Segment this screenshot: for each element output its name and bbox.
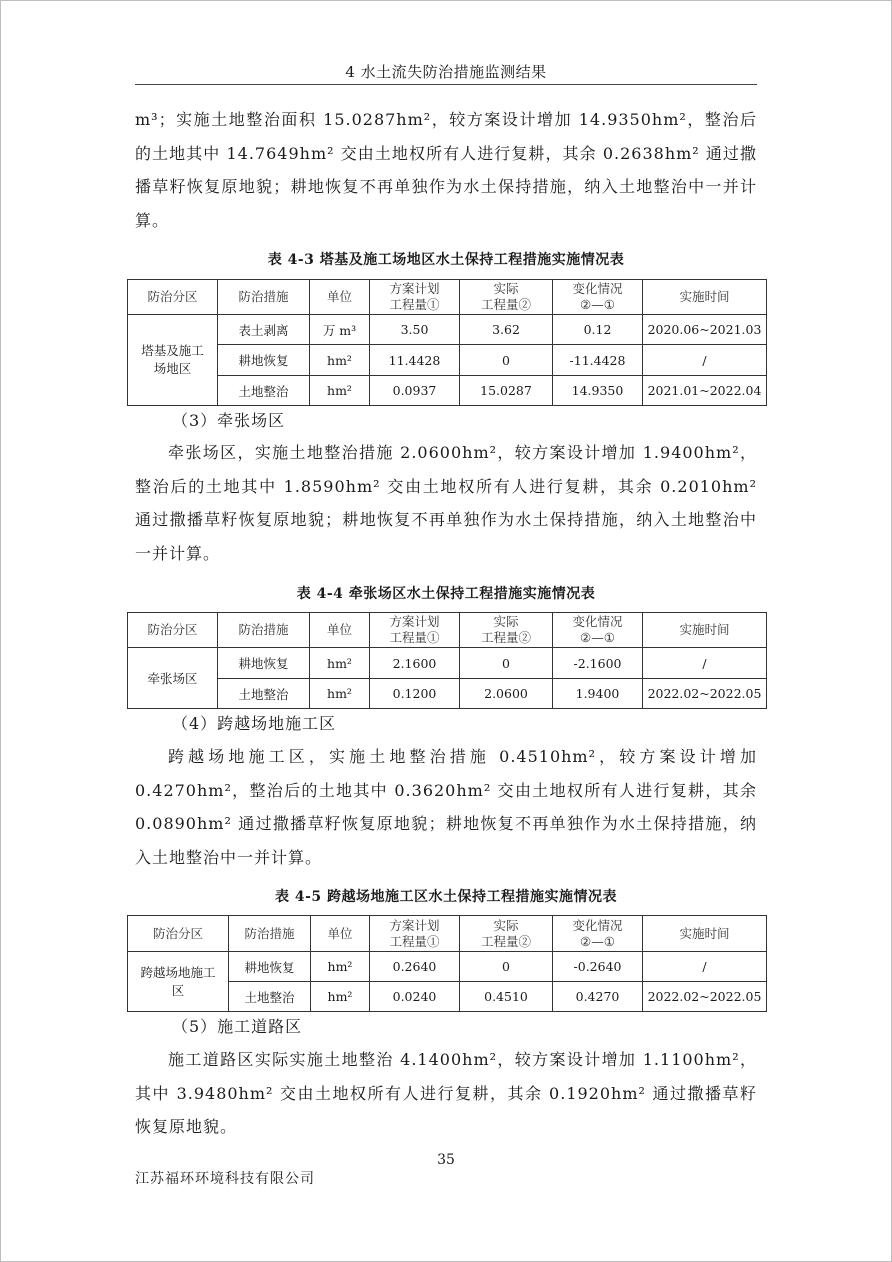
header-planned: 方案计划 工程量① bbox=[370, 916, 460, 952]
table-4-4 bbox=[127, 612, 767, 709]
cell-change: -0.2640 bbox=[553, 952, 643, 982]
table-caption-4-3: 表 4-3 塔基及施工场地区水土保持工程措施实施情况表 bbox=[267, 252, 625, 268]
zone-cell: 塔基及施工 场地区 bbox=[128, 315, 218, 406]
section-heading-4: （4）跨越场地施工区 bbox=[172, 714, 337, 733]
cell-planned: 3.50 bbox=[370, 315, 460, 345]
header-actual: 实际 工程量② bbox=[460, 613, 553, 648]
header-zone: 防治分区 bbox=[128, 916, 229, 952]
cell-planned: 0.1200 bbox=[370, 679, 460, 709]
cell-actual: 0 bbox=[460, 345, 553, 376]
cell-unit: hm² bbox=[311, 982, 370, 1012]
header-unit: 单位 bbox=[310, 613, 370, 648]
running-header: 4 水土流失防治措施监测结果 bbox=[345, 63, 547, 81]
cell-planned: 11.4428 bbox=[370, 345, 460, 376]
cell-unit: 万 m³ bbox=[310, 315, 370, 345]
header-rule bbox=[135, 84, 757, 85]
cell-measure: 土地整治 bbox=[218, 376, 310, 406]
cell-measure: 土地整治 bbox=[218, 679, 310, 709]
cell-actual: 0.4510 bbox=[460, 982, 553, 1012]
cell-actual: 2.0600 bbox=[460, 679, 553, 709]
cell-measure: 耕地恢复 bbox=[229, 952, 311, 982]
header-zone: 防治分区 bbox=[128, 613, 218, 648]
header-unit: 单位 bbox=[310, 280, 370, 315]
header-change: 变化情况 ②—① bbox=[553, 916, 643, 952]
cell-unit: hm² bbox=[310, 345, 370, 376]
cell-unit: hm² bbox=[310, 648, 370, 679]
header-actual: 实际 工程量② bbox=[460, 916, 553, 952]
header-time: 实施时间 bbox=[643, 613, 767, 648]
header-unit: 单位 bbox=[311, 916, 370, 952]
cell-actual: 3.62 bbox=[460, 315, 553, 345]
cell-time: 2022.02~2022.05 bbox=[643, 982, 767, 1012]
header-time: 实施时间 bbox=[643, 280, 767, 315]
cell-change: 14.9350 bbox=[553, 376, 643, 406]
table-4-5 bbox=[127, 915, 767, 1012]
cell-unit: hm² bbox=[310, 679, 370, 709]
cell-unit: hm² bbox=[311, 952, 370, 982]
table-row bbox=[128, 345, 767, 376]
cell-measure: 表土剥离 bbox=[218, 315, 310, 345]
cell-measure: 耕地恢复 bbox=[218, 648, 310, 679]
header-zone: 防治分区 bbox=[128, 280, 218, 315]
table-header-row bbox=[128, 280, 767, 315]
table-header-row bbox=[128, 916, 767, 952]
cell-time: / bbox=[643, 648, 767, 679]
cell-planned: 0.2640 bbox=[370, 952, 460, 982]
header-actual: 实际 工程量② bbox=[460, 280, 553, 315]
cell-actual: 0 bbox=[460, 648, 553, 679]
header-measure: 防治措施 bbox=[218, 280, 310, 315]
cell-change: 1.9400 bbox=[553, 679, 643, 709]
cell-time: / bbox=[643, 952, 767, 982]
cell-time: / bbox=[643, 345, 767, 376]
table-row bbox=[128, 679, 767, 709]
section-heading-3: （3）牵张场区 bbox=[172, 411, 286, 430]
paragraph-crossing-area: 跨越场地施工区，实施土地整治措施 0.4510hm²，较方案设计增加 0.4270hm²，整治后的土地其中 0.3620hm² 交由土地权所有人进行复耕，其余 0.0890hm² 通过撒播草籽恢复原地貌；耕地恢复不再单独作为水土保持措施，纳入土地整治中一并计算。 bbox=[135, 747, 757, 867]
table-caption-4-4: 表 4-4 牵张场区水土保持工程措施实施情况表 bbox=[296, 586, 596, 602]
cell-change: 0.12 bbox=[553, 315, 643, 345]
page-number: 35 bbox=[437, 1152, 455, 1168]
cell-measure: 耕地恢复 bbox=[218, 345, 310, 376]
table-row bbox=[128, 648, 767, 679]
cell-change: 0.4270 bbox=[553, 982, 643, 1012]
header-measure: 防治措施 bbox=[229, 916, 311, 952]
cell-planned: 0.0937 bbox=[370, 376, 460, 406]
table-4-3 bbox=[127, 279, 767, 406]
table-header-row bbox=[128, 613, 767, 648]
header-change: 变化情况 ②—① bbox=[553, 280, 643, 315]
cell-actual: 15.0287 bbox=[460, 376, 553, 406]
paragraph-tension-area: 牵张场区，实施土地整治措施 2.0600hm²，较方案设计增加 1.9400hm²，整治后的土地其中 1.8590hm² 交由土地权所有人进行复耕，其余 0.2010hm² 通过撒播草籽恢复原地貌；耕地恢复不再单独作为水土保持措施，纳入土地整治中一并计算。 bbox=[135, 443, 757, 563]
zone-cell: 跨越场地施工 区 bbox=[128, 952, 229, 1012]
cell-unit: hm² bbox=[310, 376, 370, 406]
cell-time: 2021.01~2022.04 bbox=[643, 376, 767, 406]
header-planned: 方案计划 工程量① bbox=[370, 280, 460, 315]
zone-cell: 牵张场区 bbox=[128, 648, 218, 709]
header-measure: 防治措施 bbox=[218, 613, 310, 648]
cell-planned: 2.1600 bbox=[370, 648, 460, 679]
company-name: 江苏福环环境科技有限公司 bbox=[135, 1171, 315, 1187]
paragraph-tower-area: m³；实施土地整治面积 15.0287hm²，较方案设计增加 14.9350hm²，整治后的土地其中 14.7649hm² 交由土地权所有人进行复耕，其余 0.2638hm² 通过撒播草籽恢复原地貌；耕地恢复不再单独作为水土保持措施，纳入土地整治中一并计算。 bbox=[135, 110, 757, 230]
header-time: 实施时间 bbox=[643, 916, 767, 952]
header-planned: 方案计划 工程量① bbox=[370, 613, 460, 648]
cell-change: -2.1600 bbox=[553, 648, 643, 679]
paragraph-road-area: 施工道路区实际实施土地整治 4.1400hm²，较方案设计增加 1.1100hm²，其中 3.9480hm² 交由土地权所有人进行复耕，其余 0.1920hm² 通过撒播草籽恢复原地貌。 bbox=[135, 1050, 757, 1136]
table-row bbox=[128, 952, 767, 982]
section-heading-5: （5）施工道路区 bbox=[172, 1017, 303, 1036]
table-row bbox=[128, 315, 767, 345]
cell-measure: 土地整治 bbox=[229, 982, 311, 1012]
table-row bbox=[128, 376, 767, 406]
cell-planned: 0.0240 bbox=[370, 982, 460, 1012]
cell-change: -11.4428 bbox=[553, 345, 643, 376]
cell-time: 2022.02~2022.05 bbox=[643, 679, 767, 709]
table-caption-4-5: 表 4-5 跨越场地施工区水土保持工程措施实施情况表 bbox=[274, 889, 618, 905]
cell-time: 2020.06~2021.03 bbox=[643, 315, 767, 345]
header-change: 变化情况 ②—① bbox=[553, 613, 643, 648]
cell-actual: 0 bbox=[460, 952, 553, 982]
